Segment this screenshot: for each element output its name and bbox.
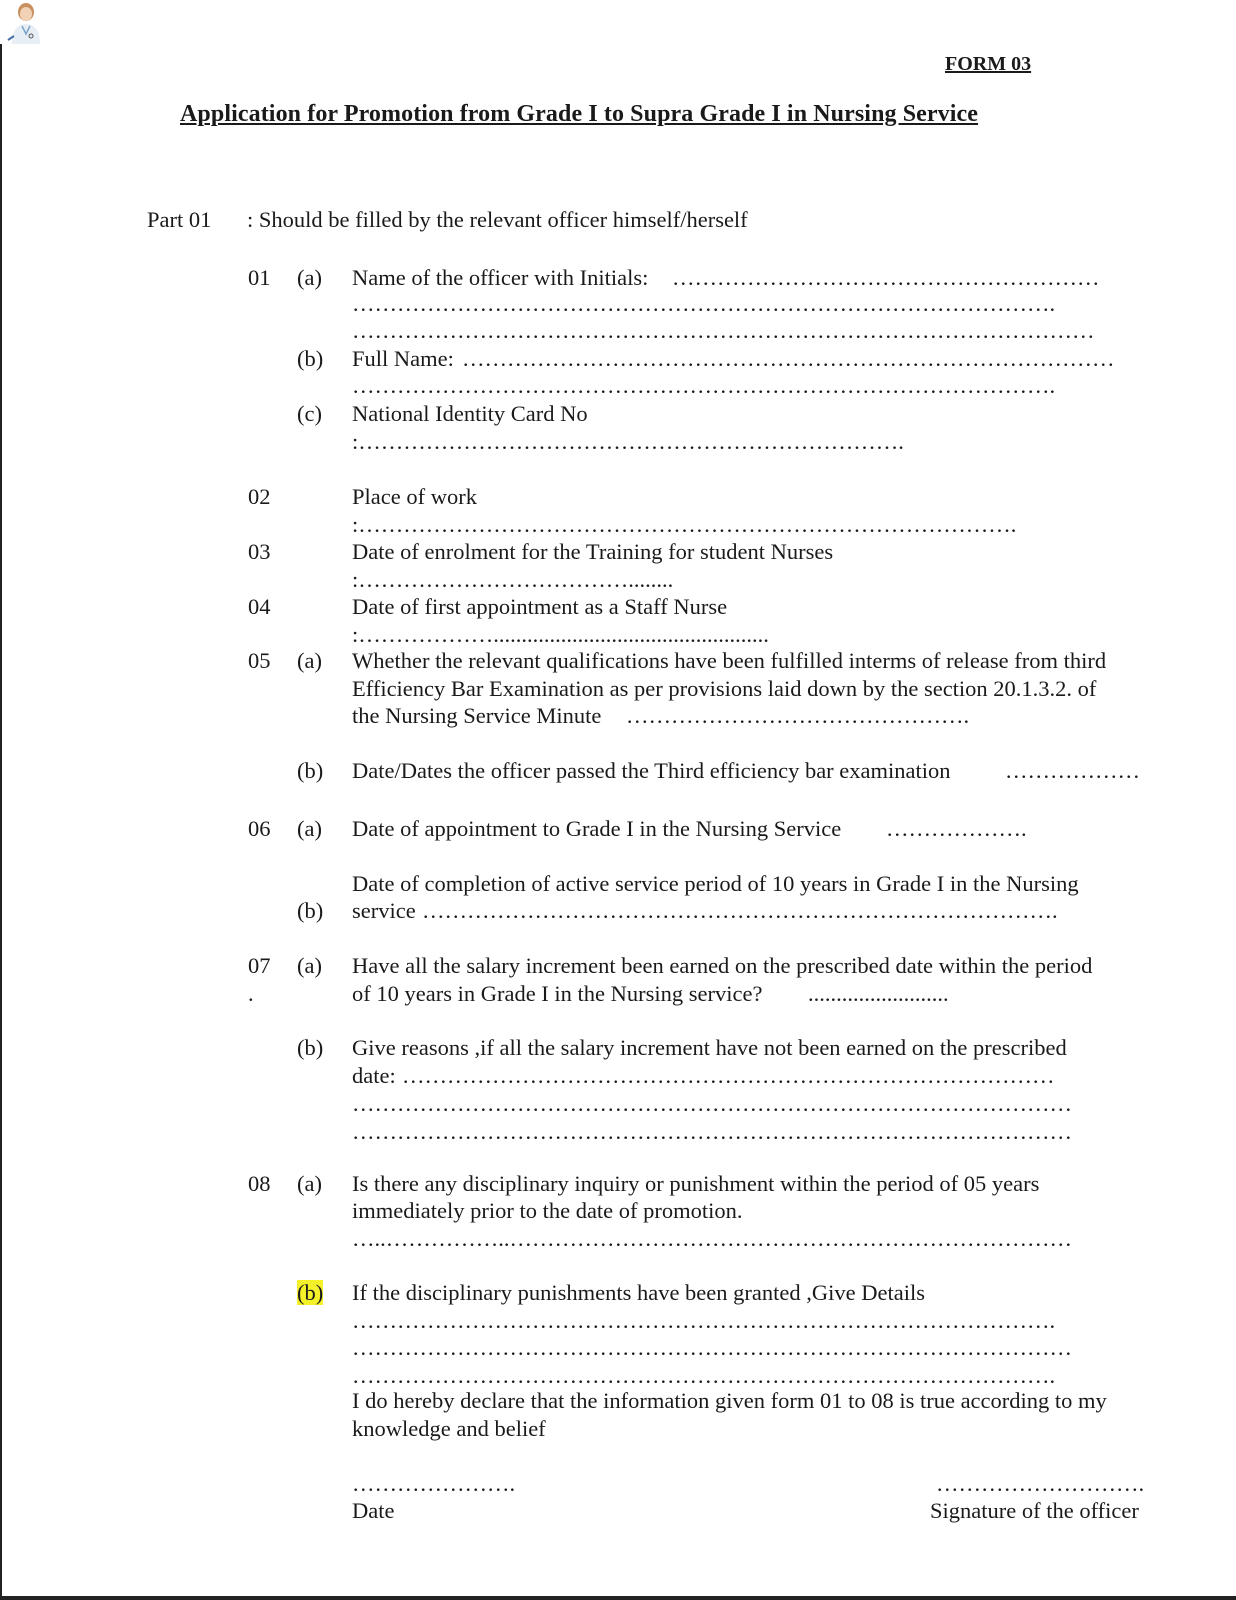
item-number-01: 01 <box>248 265 271 290</box>
item-05a-line3: the Nursing Service Minute <box>352 703 602 728</box>
item-07b-line1: Give reasons ,if all the salary increment have not been earned on the prescribed <box>352 1035 1067 1060</box>
reasons-fill-line-2[interactable]: …………………………………………………………………………………… <box>352 1091 1072 1116</box>
item-02-text: Place of work <box>352 484 477 509</box>
item-08a-label: (a) <box>297 1171 322 1196</box>
item-01c-label: (c) <box>297 401 322 426</box>
item-01a-text: Name of the officer with Initials: <box>352 265 649 290</box>
exam-date-fill-line[interactable]: ……………… <box>1005 758 1140 783</box>
officer-signature-line[interactable]: ………………………. <box>936 1471 1145 1496</box>
nurse-avatar-icon <box>4 0 46 44</box>
item-07b-line2: date: <box>352 1063 396 1088</box>
increment-fill-line[interactable]: ......................... <box>808 981 949 1006</box>
item-07a-line1: Have all the salary increment been earned on the prescribed date within the period <box>352 953 1093 978</box>
grade-appointment-fill-line[interactable]: ………………. <box>886 816 1027 841</box>
details-fill-line[interactable]: …………………………………………………………………………………. <box>352 1308 1056 1333</box>
efficiency-bar-fill-line[interactable]: ………………………………………. <box>626 703 970 728</box>
item-06a-text: Date of appointment to Grade I in the Nursing Service <box>352 816 842 841</box>
item-number-08: 08 <box>248 1171 271 1196</box>
item-01b-label: (b) <box>297 346 324 371</box>
item-number-07: 07 <box>248 953 271 978</box>
details-fill-line-3[interactable]: …………………………………………………………………………………. <box>352 1363 1056 1388</box>
item-07a-label: (a) <box>297 953 322 978</box>
disciplinary-fill-line[interactable]: …..……………..………………………………………………………………… <box>352 1226 1072 1251</box>
item-01c-text: National Identity Card No <box>352 401 588 426</box>
item-03-text: Date of enrolment for the Training for student Nurses <box>352 539 834 564</box>
full-name-fill-line[interactable]: …………………………………………………………………………… <box>462 346 1115 371</box>
nic-fill-line[interactable]: :………………………………………………………………. <box>352 429 904 454</box>
initials-fill-line-3[interactable]: ……………………………………………………………………………………… <box>352 318 1095 343</box>
item-08b-label <box>297 1279 323 1307</box>
item-05b-text: Date/Dates the officer passed the Third efficiency bar examination <box>352 758 951 783</box>
item-number-05: 05 <box>248 648 271 673</box>
highlighted-label: (b) <box>297 1280 324 1305</box>
item-05a-label: (a) <box>297 648 322 673</box>
item-05b-label: (b) <box>297 758 324 783</box>
full-name-fill-line-2[interactable]: …………………………………………………………………………………. <box>352 373 1056 398</box>
item-08a-line2: immediately prior to the date of promotion. <box>352 1198 743 1223</box>
item-06a-label: (a) <box>297 816 322 841</box>
item-01b-text: Full Name: <box>352 346 454 371</box>
declaration-line1: I do hereby declare that the information given form 01 to 08 is true according to my <box>352 1388 1107 1413</box>
details-fill-line-2[interactable]: …………………………………………………………………………………… <box>352 1335 1072 1360</box>
item-number-07-suffix: . <box>248 981 254 1006</box>
initials-fill-line[interactable]: ………………………………………………… <box>672 265 1100 290</box>
item-01a-label: (a) <box>297 265 322 290</box>
item-07b-label: (b) <box>297 1035 324 1060</box>
page-title: Application for Promotion from Grade I to Supra Grade I in Nursing Service <box>180 101 979 127</box>
signature-label: Signature of the officer <box>930 1498 1139 1523</box>
declaration-line2: knowledge and belief <box>352 1416 546 1441</box>
item-number-02: 02 <box>248 484 271 509</box>
item-05a-line2: Efficiency Bar Examination as per provisions laid down by the section 20.1.3.2. of <box>352 676 1097 701</box>
item-number-06: 06 <box>248 816 271 841</box>
part-instruction: : Should be filled by the relevant officer himself/herself <box>247 207 748 232</box>
form-number: FORM 03 <box>945 53 1032 75</box>
date-signature-line[interactable]: …………………. <box>352 1471 516 1496</box>
item-06b-label: (b) <box>297 898 324 923</box>
part-label: Part 01 <box>147 207 212 232</box>
item-08a-line1: Is there any disciplinary inquiry or punishment within the period of 05 years <box>352 1171 1040 1196</box>
enrolment-date-fill-line[interactable]: :………………………………........ <box>352 567 674 592</box>
item-07a-line2: of 10 years in Grade I in the Nursing service? <box>352 981 763 1006</box>
item-04-text: Date of first appointment as a Staff Nurse <box>352 594 728 619</box>
item-number-04: 04 <box>248 594 271 619</box>
date-label: Date <box>352 1498 395 1523</box>
place-of-work-fill-line[interactable]: :……………………………………………………………………………. <box>352 512 1017 537</box>
page-border-left <box>0 44 2 1600</box>
item-number-03: 03 <box>248 539 271 564</box>
item-05a-line1: Whether the relevant qualifications have been fulfilled interms of release from third <box>352 648 1107 673</box>
reasons-fill-line[interactable]: …………………………………………………………………………… <box>402 1063 1055 1088</box>
first-appointment-fill-line[interactable]: :………………................................................. <box>352 622 769 647</box>
reasons-fill-line-3[interactable]: …………………………………………………………………………………… <box>352 1119 1072 1144</box>
item-06b-line2: service <box>352 898 416 923</box>
page-border-bottom <box>0 1596 1236 1600</box>
item-08b-text: If the disciplinary punishments have been granted ,Give Details <box>352 1280 925 1305</box>
initials-fill-line-2[interactable]: …………………………………………………………………………………. <box>352 291 1056 316</box>
item-06b-line1: Date of completion of active service period of 10 years in Grade I in the Nursing <box>352 871 1079 896</box>
service-completion-fill-line[interactable]: …………………………………………………………………………. <box>422 898 1058 923</box>
